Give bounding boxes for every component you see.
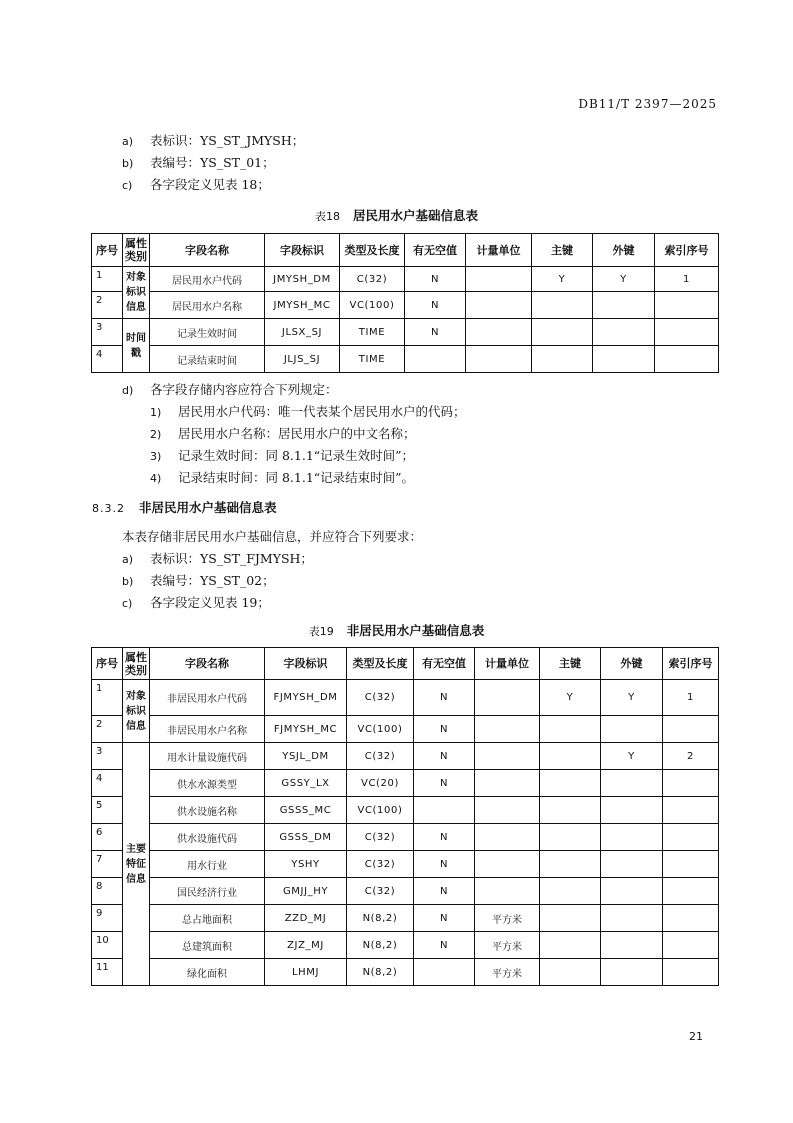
table-row: [92, 346, 719, 373]
list-item: [122, 593, 270, 611]
nullable: N: [405, 319, 466, 346]
field-id: JLSX_SJ: [265, 319, 340, 346]
field-id: GSSY_LX: [265, 770, 347, 797]
field-name: 非居民用水户代码: [150, 680, 265, 716]
row-index: 2: [92, 716, 123, 743]
column-header: 序号: [92, 234, 123, 267]
foreign-key: Y: [601, 743, 663, 770]
list-text: 各字段定义见表 19；: [150, 595, 270, 610]
column-header: 索引序号: [655, 234, 719, 267]
unit: [475, 797, 540, 824]
field-type: N(8,2): [347, 959, 414, 986]
unit: [475, 878, 540, 905]
index-order: [663, 932, 719, 959]
unit: [466, 319, 532, 346]
field-type: C(32): [347, 743, 414, 770]
list-text: 表标识：YS_ST_FJMYSH；: [150, 551, 313, 566]
primary-key: [540, 905, 601, 932]
primary-key: [532, 292, 593, 319]
column-header: 属性类别: [123, 648, 150, 680]
row-index: 4: [92, 346, 123, 373]
column-header: 计量单位: [475, 648, 540, 680]
index-order: 2: [663, 743, 719, 770]
list-item: [122, 380, 338, 398]
list-label: b): [122, 157, 134, 170]
page-number: 21: [689, 1030, 703, 1043]
field-type: VC(20): [347, 770, 414, 797]
column-header: 主键: [532, 234, 593, 267]
field-name: 记录结束时间: [150, 346, 265, 373]
nullable: N: [414, 878, 475, 905]
list-text: 记录生效时间：同 8.1.1“记录生效时间”；: [178, 448, 415, 463]
foreign-key: Y: [593, 267, 655, 292]
column-header: 类型及长度: [340, 234, 405, 267]
primary-key: [540, 797, 601, 824]
table-row: [92, 292, 719, 319]
field-id: FJMYSH_MC: [265, 716, 347, 743]
list-item: [150, 402, 466, 420]
table-row: [92, 959, 719, 986]
row-index: 8: [92, 878, 123, 905]
foreign-key: [593, 346, 655, 373]
field-type: C(32): [347, 824, 414, 851]
foreign-key: [601, 905, 663, 932]
list-item: [122, 153, 275, 171]
field-id: GSSS_DM: [265, 824, 347, 851]
field-name: 用水行业: [150, 851, 265, 878]
nullable: N: [405, 267, 466, 292]
nullable: N: [414, 905, 475, 932]
table-header-row: [92, 234, 719, 267]
column-header: 索引序号: [663, 648, 719, 680]
paragraph: 本表存储非居民用水户基础信息，并应符合下列要求：: [122, 529, 423, 544]
field-id: GSSS_MC: [265, 797, 347, 824]
foreign-key: [601, 932, 663, 959]
table-header-row: [92, 648, 719, 680]
table-row: [92, 743, 719, 770]
primary-key: [540, 824, 601, 851]
field-id: ZJZ_MJ: [265, 932, 347, 959]
index-order: [663, 716, 719, 743]
table18-caption: [0, 206, 793, 224]
unit: [475, 770, 540, 797]
column-header: 外键: [593, 234, 655, 267]
list-item: [122, 549, 313, 567]
field-type: C(32): [347, 680, 414, 716]
list-label: d): [122, 384, 134, 397]
category-cell: 对象标识信息: [123, 267, 150, 319]
table-row: [92, 905, 719, 932]
column-header: 序号: [92, 648, 123, 680]
primary-key: [540, 743, 601, 770]
table-title: 居民用水户基础信息表: [353, 208, 479, 223]
unit: [466, 292, 532, 319]
nullable: N: [414, 743, 475, 770]
column-header: 计量单位: [466, 234, 532, 267]
foreign-key: [601, 851, 663, 878]
unit: [466, 267, 532, 292]
unit: [475, 743, 540, 770]
field-name: 居民用水户名称: [150, 292, 265, 319]
unit: 平方米: [475, 932, 540, 959]
list-item: [150, 424, 416, 442]
section-title: 非居民用水户基础信息表: [139, 500, 277, 515]
column-header: 字段名称: [150, 648, 265, 680]
primary-key: [540, 716, 601, 743]
primary-key: [540, 878, 601, 905]
document-id: DB11/T 2397—2025: [578, 97, 717, 111]
table-row: [92, 267, 719, 292]
row-index: 7: [92, 851, 123, 878]
index-order: 1: [663, 680, 719, 716]
field-type: N(8,2): [347, 932, 414, 959]
field-id: JMYSH_DM: [265, 267, 340, 292]
primary-key: [540, 851, 601, 878]
index-order: [663, 770, 719, 797]
primary-key: [540, 932, 601, 959]
foreign-key: [601, 824, 663, 851]
index-order: 1: [655, 267, 719, 292]
list-label: a): [122, 135, 134, 148]
foreign-key: [593, 292, 655, 319]
list-label: a): [122, 553, 134, 566]
field-name: 非居民用水户名称: [150, 716, 265, 743]
unit: [475, 680, 540, 716]
nullable: [405, 346, 466, 373]
list-item: [122, 131, 304, 149]
list-label: 2): [150, 428, 162, 441]
primary-key: Y: [532, 267, 593, 292]
field-type: VC(100): [347, 716, 414, 743]
nullable: N: [414, 770, 475, 797]
column-header: 主键: [540, 648, 601, 680]
field-type: TIME: [340, 319, 405, 346]
table18: [91, 233, 719, 373]
index-order: [663, 905, 719, 932]
foreign-key: [601, 716, 663, 743]
table-row: [92, 716, 719, 743]
nullable: N: [414, 932, 475, 959]
field-name: 供水水源类型: [150, 770, 265, 797]
list-text: 居民用水户名称：居民用水户的中文名称；: [178, 426, 416, 441]
row-index: 11: [92, 959, 123, 986]
foreign-key: [593, 319, 655, 346]
field-type: VC(100): [347, 797, 414, 824]
field-type: C(32): [347, 851, 414, 878]
table-row: [92, 319, 719, 346]
list-item: [122, 175, 270, 193]
column-header: 属性类别: [123, 234, 150, 267]
column-header: 外键: [601, 648, 663, 680]
unit: 平方米: [475, 959, 540, 986]
column-header: 有无空值: [405, 234, 466, 267]
field-type: VC(100): [340, 292, 405, 319]
row-index: 9: [92, 905, 123, 932]
category-cell: 时间戳: [123, 319, 150, 373]
table19: [91, 647, 719, 986]
field-name: 供水设施名称: [150, 797, 265, 824]
unit: [475, 851, 540, 878]
list-label: 4): [150, 472, 162, 485]
row-index: 6: [92, 824, 123, 851]
index-order: [663, 824, 719, 851]
column-header: 类型及长度: [347, 648, 414, 680]
category-cell: 主要特征信息: [123, 743, 150, 986]
table-row: [92, 770, 719, 797]
nullable: [414, 797, 475, 824]
row-index: 3: [92, 319, 123, 346]
field-name: 用水计量设施代码: [150, 743, 265, 770]
field-id: YSHY: [265, 851, 347, 878]
nullable: N: [414, 824, 475, 851]
column-header: 字段标识: [265, 648, 347, 680]
field-id: FJMYSH_DM: [265, 680, 347, 716]
field-type: TIME: [340, 346, 405, 373]
field-name: 绿化面积: [150, 959, 265, 986]
list-text: 各字段存储内容应符合下列规定：: [150, 382, 338, 397]
table-row: [92, 851, 719, 878]
primary-key: Y: [540, 680, 601, 716]
primary-key: [540, 959, 601, 986]
table-row: [92, 797, 719, 824]
category-cell: 对象标识信息: [123, 680, 150, 743]
field-name: 记录生效时间: [150, 319, 265, 346]
table-title: 非居民用水户基础信息表: [346, 623, 485, 638]
list-label: 1): [150, 406, 162, 419]
index-order: [655, 346, 719, 373]
field-name: 供水设施代码: [150, 824, 265, 851]
table19-caption: [0, 621, 793, 639]
row-index: 10: [92, 932, 123, 959]
list-text: 表编号：YS_ST_02；: [150, 573, 275, 588]
nullable: N: [414, 680, 475, 716]
list-label: c): [122, 179, 133, 192]
list-text: 表标识：YS_ST_JMYSH；: [150, 133, 305, 148]
list-item: [150, 446, 414, 464]
field-name: 居民用水户代码: [150, 267, 265, 292]
field-id: YSJL_DM: [265, 743, 347, 770]
list-text: 各字段定义见表 18；: [150, 177, 270, 192]
list-item: [122, 571, 275, 589]
foreign-key: [601, 797, 663, 824]
field-id: GMJJ_HY: [265, 878, 347, 905]
unit: [475, 824, 540, 851]
row-index: 1: [92, 680, 123, 716]
column-header: 有无空值: [414, 648, 475, 680]
field-name: 总占地面积: [150, 905, 265, 932]
foreign-key: [601, 959, 663, 986]
list-text: 表编号：YS_ST_01；: [150, 155, 275, 170]
field-id: JMYSH_MC: [265, 292, 340, 319]
list-label: c): [122, 597, 133, 610]
field-name: 总建筑面积: [150, 932, 265, 959]
primary-key: [532, 346, 593, 373]
table-number: 表19: [308, 625, 334, 638]
foreign-key: [601, 878, 663, 905]
unit: [466, 346, 532, 373]
index-order: [655, 292, 719, 319]
table-row: [92, 932, 719, 959]
field-id: ZZD_MJ: [265, 905, 347, 932]
index-order: [663, 878, 719, 905]
row-index: 4: [92, 770, 123, 797]
unit: [475, 716, 540, 743]
row-index: 5: [92, 797, 123, 824]
index-order: [655, 319, 719, 346]
field-name: 国民经济行业: [150, 878, 265, 905]
index-order: [663, 851, 719, 878]
row-index: 1: [92, 267, 123, 292]
section-heading: [92, 498, 277, 516]
unit: 平方米: [475, 905, 540, 932]
row-index: 2: [92, 292, 123, 319]
table-row: [92, 680, 719, 716]
table-row: [92, 824, 719, 851]
field-type: C(32): [340, 267, 405, 292]
list-text: 居民用水户代码：唯一代表某个居民用水户的代码；: [178, 404, 466, 419]
nullable: N: [414, 716, 475, 743]
list-text: 记录结束时间：同 8.1.1“记录结束时间”。: [178, 470, 415, 485]
list-label: 3): [150, 450, 162, 463]
nullable: N: [405, 292, 466, 319]
table-row: [92, 878, 719, 905]
row-index: 3: [92, 743, 123, 770]
field-id: JLJS_SJ: [265, 346, 340, 373]
nullable: N: [414, 851, 475, 878]
index-order: [663, 797, 719, 824]
section-number: 8.3.2: [92, 502, 125, 515]
column-header: 字段标识: [265, 234, 340, 267]
nullable: [414, 959, 475, 986]
field-type: C(32): [347, 878, 414, 905]
primary-key: [532, 319, 593, 346]
field-type: N(8,2): [347, 905, 414, 932]
column-header: 字段名称: [150, 234, 265, 267]
index-order: [663, 959, 719, 986]
primary-key: [540, 770, 601, 797]
list-item: [150, 468, 414, 486]
list-label: b): [122, 575, 134, 588]
field-id: LHMJ: [265, 959, 347, 986]
foreign-key: [601, 770, 663, 797]
foreign-key: Y: [601, 680, 663, 716]
table-number: 表18: [314, 210, 340, 223]
